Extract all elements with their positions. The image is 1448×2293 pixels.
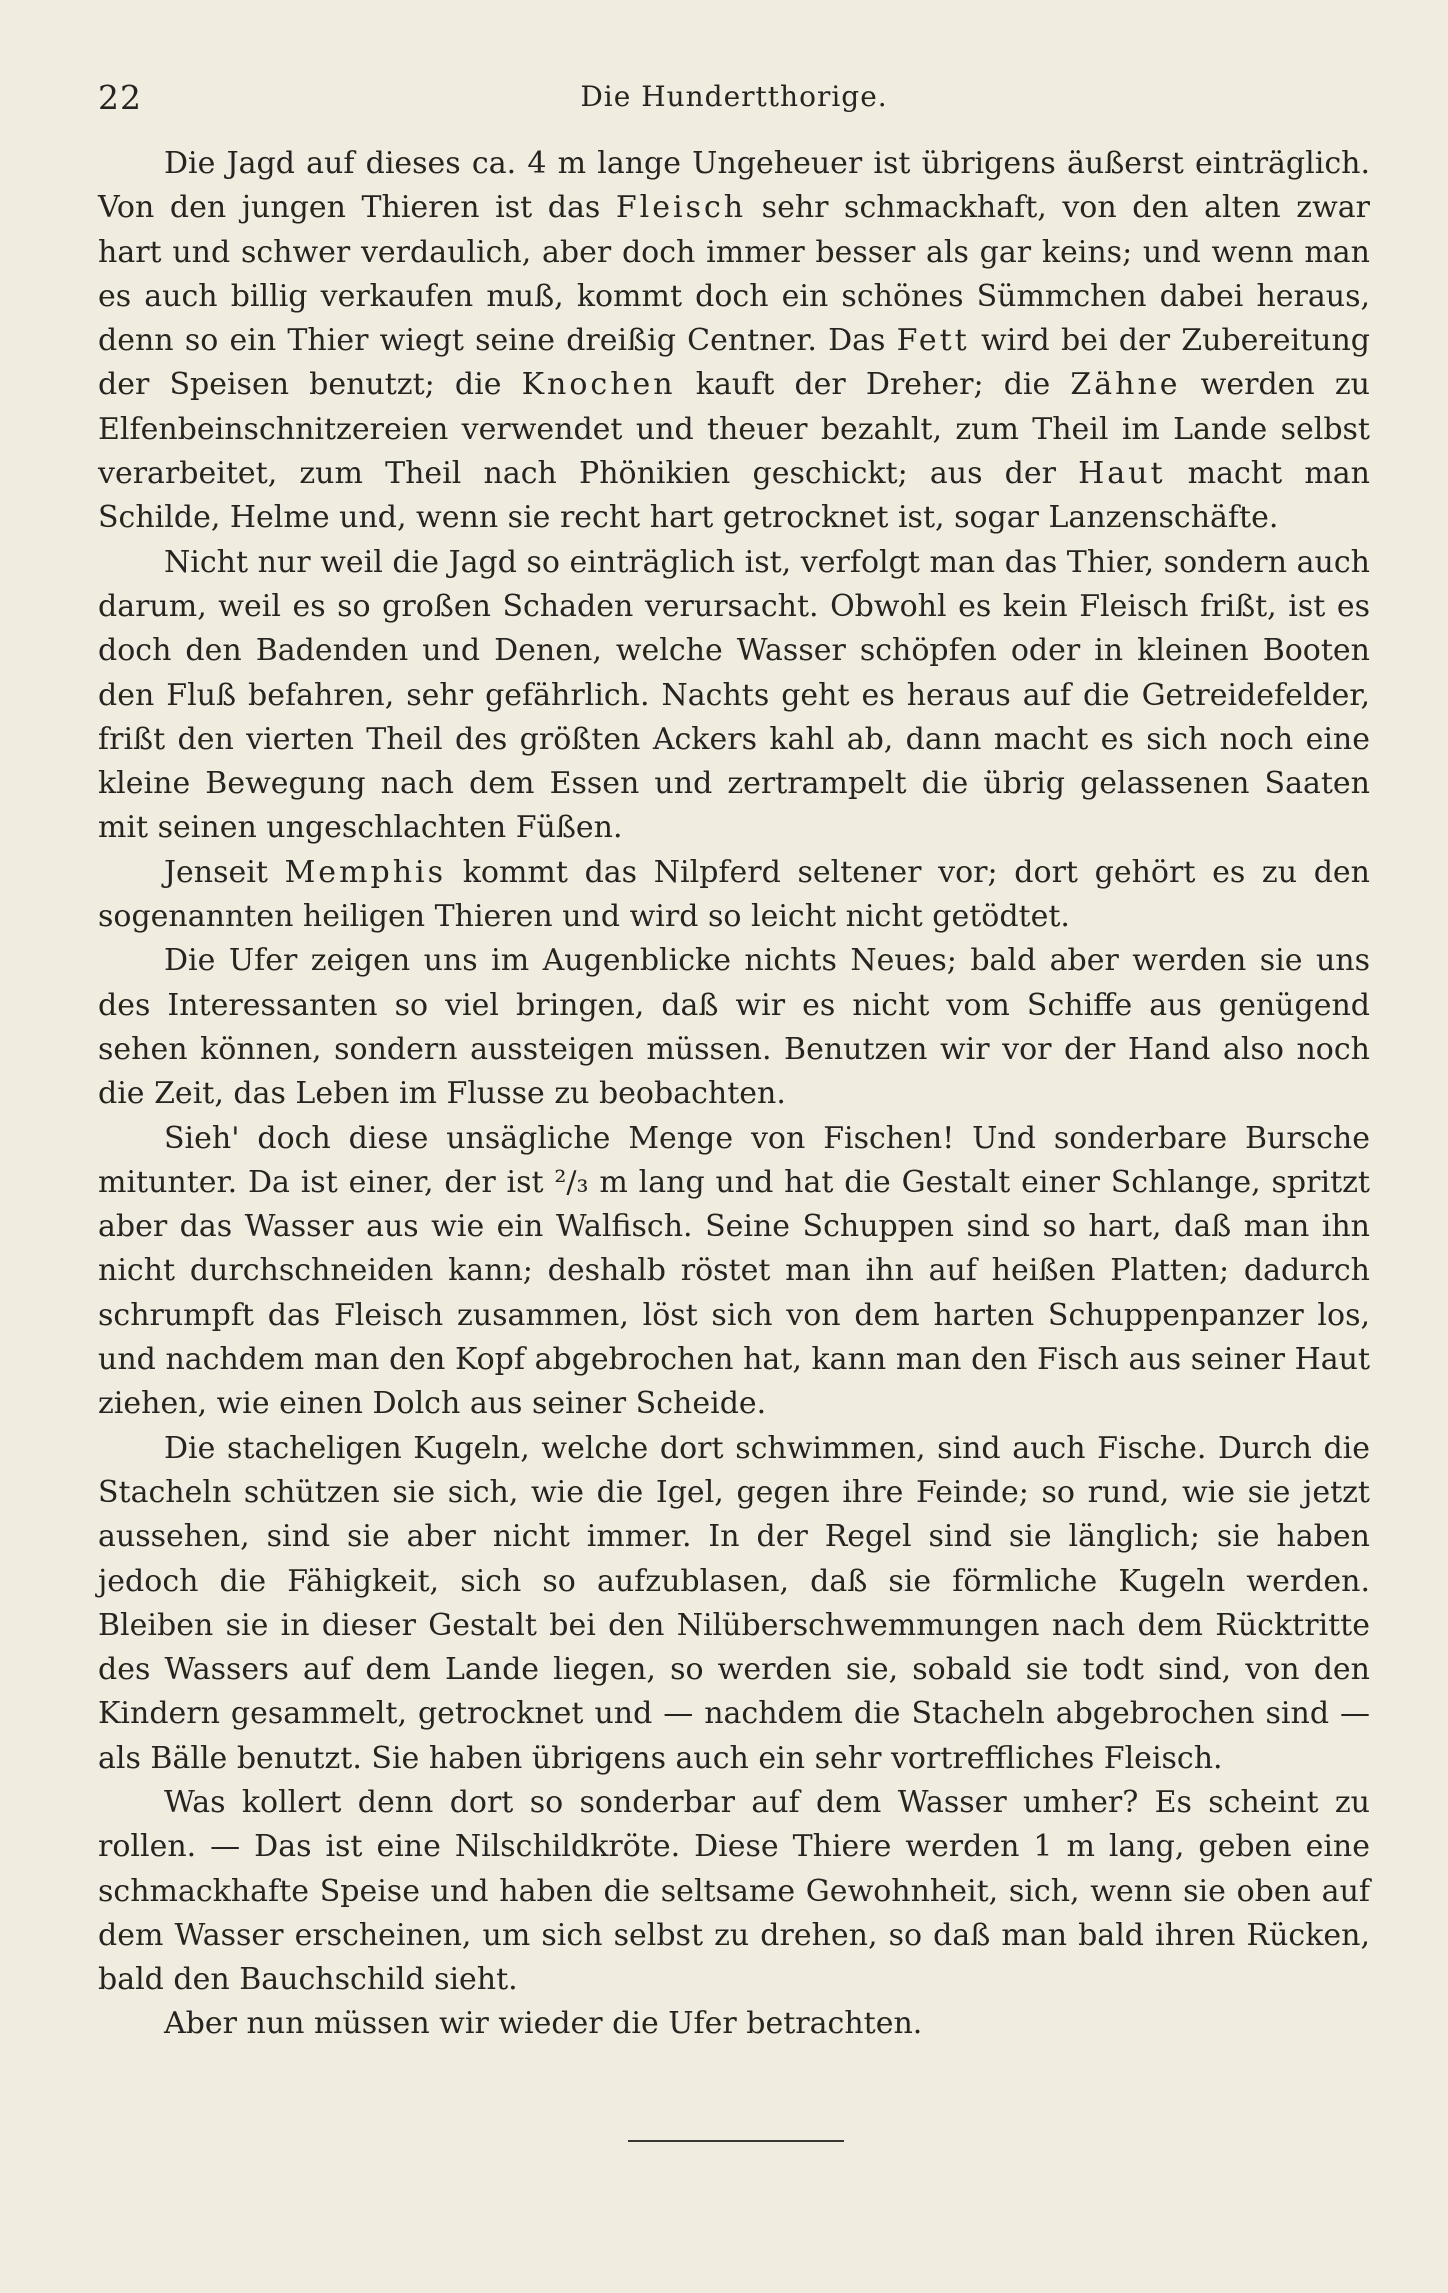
spaced-emphasis: Haut [1078,456,1166,492]
paragraph-fish [98,1117,1370,1427]
paragraph-river-banks [98,939,1370,1116]
section-end-rule [628,2140,844,2142]
text-segment: Die Ufer zeigen uns im Augenblicke nichts Neues; bald aber werden sie uns des Interessanten so viel bringen, daß wir es nicht vom Schiffe aus genügend sehen können, sondern aussteigen müssen. Benutzen wir vor der Hand also noch die Zeit, das Leben im Flusse zu beobachten. [98,943,1370,1112]
text-segment: sehr schmackhaft, von den alten zwar hart und schwer verdaulich, aber doch immer besser als gar keins; und wenn man es auch billig verkaufen muß, kommt doch ein schönes Sümmchen dabei heraus, denn so ein Thier wiegt seine dreißig Centner. Das [98,190,1370,359]
running-title: Die Hundertthorige. [580,80,888,113]
paragraph-hippo-damage [98,541,1370,851]
text-segment: Aber nun müssen wir wieder die Ufer betrachten. [164,2006,923,2042]
spaced-emphasis: Zähne [1070,367,1181,403]
text-segment: kauft der Dreher; die [675,367,1071,403]
text-segment: Die stacheligen Kugeln, welche dort schwimmen, sind auch Fische. Durch die Stacheln schützen sie sich, wie die Igel, gegen ihre Feinde; so rund, wie sie jetzt aussehen, sind sie aber nicht immer. In der Regel sind sie länglich; sie haben jedoch die Fähigkeit, sich so aufzublasen, daß sie förmliche Kugeln werden. Bleiben sie in dieser Gestalt bei den Nilüberschwemmungen nach dem Rücktritte des Wassers auf dem Lande liegen, so werden sie, sobald sie todt sind, von den Kindern gesammelt, getrocknet und — nachdem die Stacheln abgebrochen sind — als Bälle benutzt. Sie haben übrigens auch ein sehr vortreffliches Fleisch. [98,1430,1370,1776]
page-number: 22 [98,78,142,117]
spaced-emphasis: Fett [896,323,970,359]
text-segment: Nicht nur weil die Jagd so einträglich ist, verfolgt man das Thier, sondern auch darum, weil es so großen Schaden verursacht. Obwohl es kein Fleisch frißt, ist es doch den Badenden und Denen, welche Wasser schöpfen oder in kleinen Booten den Fluß befahren, sehr gefährlich. Nachts geht es heraus auf die Getreidefelder, frißt den vierten Theil des größten Ackers kahl ab, dann macht es sich noch eine kleine Bewegung nach dem Essen und zertrampelt die übrig gelassenen Saaten mit seinen ungeschlachten Füßen. [98,544,1370,846]
text-segment: kommt das Nilpferd seltener vor; dort gehört es zu den sogenannten heiligen Thieren und wird so leicht nicht getödtet. [98,854,1371,935]
paragraph-closing [98,2002,1370,2046]
page-header [98,78,1370,126]
body-text [98,142,1370,2047]
paragraph-spiny-fish [98,1427,1370,1781]
paragraph-hippo-hunt [98,142,1370,541]
text-segment: Die Jagd auf dieses ca. 4 m lange Ungeheuer ist übrigens äußerst einträglich. Von den jungen Thieren ist das [98,146,1370,226]
text-segment: Sieh' doch diese unsägliche Menge von Fischen! Und sonderbare Bursche mitunter. Da ist einer, der ist ²/₃ m lang und hat die Gestalt einer Schlange, spritzt aber das Wasser aus wie ein Walfisch. Seine Schuppen sind so hart, daß man ihn nicht durchschneiden kann; deshalb röstet man ihn auf heißen Platten; dadurch schrumpft das Fleisch zusammen, löst sich von dem harten Schuppenpanzer los, und nachdem man den Kopf abgebrochen hat, kann man den Fisch aus seiner Haut ziehen, wie einen Dolch aus seiner Scheide. [98,1120,1370,1422]
spaced-emphasis: Knochen [521,367,676,403]
spaced-emphasis: Fleisch [615,190,747,226]
text-segment: werden zu Elfenbeinschnitzereien verwendet und theuer bezahlt, zum Theil im Lande selbst verarbeitet, zum Theil nach Phönikien geschickt; aus der [98,367,1371,492]
text-segment: macht man Schilde, Helme und, wenn sie recht hart getrocknet ist, sogar Lanzenschäfte. [98,456,1370,536]
text-segment: Jenseit [164,854,285,890]
spaced-emphasis: Memphis [284,854,447,890]
paragraph-nile-turtle [98,1781,1370,2002]
text-segment: Was kollert denn dort so sonderbar auf dem Wasser umher? Es scheint zu rollen. — Das ist eine Nilschildkröte. Diese Thiere werden 1 m lang, geben eine schmackhafte Speise und haben die seltsame Gewohnheit, sich, wenn sie oben auf dem Wasser erscheinen, um sich selbst zu drehen, so daß man bald ihren Rücken, bald den Bauchschild sieht. [98,1784,1370,1998]
text-segment: wird bei der Zubereitung der Speisen benutzt; die [98,323,1370,403]
paragraph-memphis [98,851,1370,940]
